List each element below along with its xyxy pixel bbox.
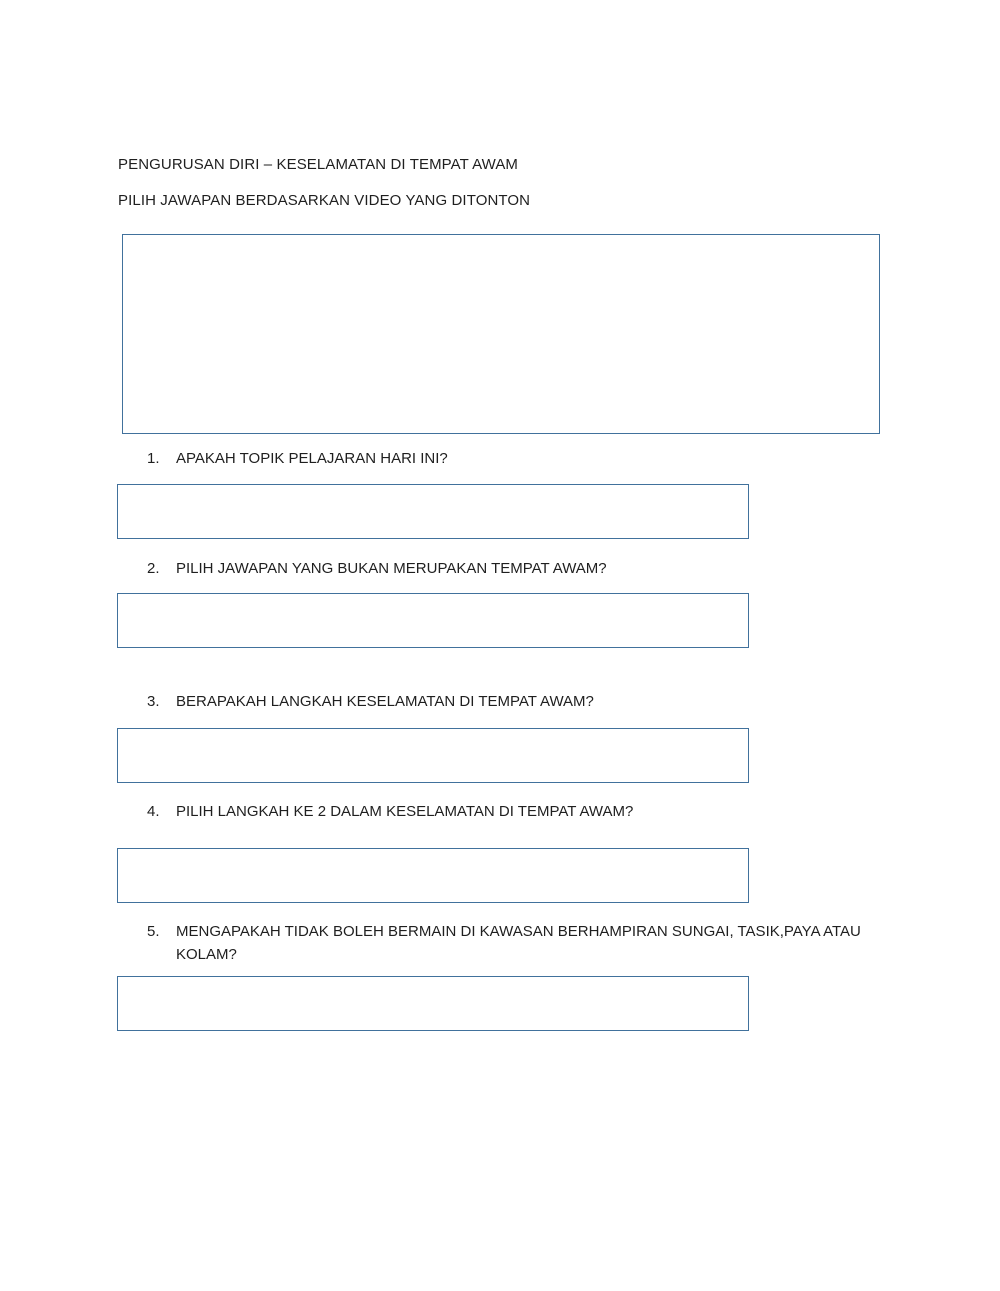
question-4-number: 4. [147,803,160,820]
question-2-number: 2. [147,560,160,577]
answer-box-2[interactable] [117,593,749,648]
answer-box-1[interactable] [117,484,749,539]
question-4-text: PILIH LANGKAH KE 2 DALAM KESELAMATAN DI TEMPAT AWAM? [176,803,634,820]
question-5-number: 5. [147,923,160,940]
worksheet-title: PENGURUSAN DIRI – KESELAMATAN DI TEMPAT AWAM [118,156,519,173]
worksheet-instruction: PILIH JAWAPAN BERDASARKAN VIDEO YANG DITONTON [118,192,531,209]
question-3-text: BERAPAKAH LANGKAH KESELAMATAN DI TEMPAT AWAM? [176,693,594,710]
question-2-text: PILIH JAWAPAN YANG BUKAN MERUPAKAN TEMPAT AWAM? [176,560,607,577]
video-embed-box[interactable] [122,234,880,434]
question-5-text: MENGAPAKAH TIDAK BOLEH BERMAIN DI KAWASAN BERHAMPIRAN SUNGAI, TASIK,PAYA ATAU KOLAM? [176,923,861,963]
answer-box-5[interactable] [117,976,749,1031]
question-1-number: 1. [147,450,160,467]
answer-box-3[interactable] [117,728,749,783]
answer-box-4[interactable] [117,848,749,903]
question-1-text: APAKAH TOPIK PELAJARAN HARI INI? [176,450,448,467]
question-3-number: 3. [147,693,160,710]
